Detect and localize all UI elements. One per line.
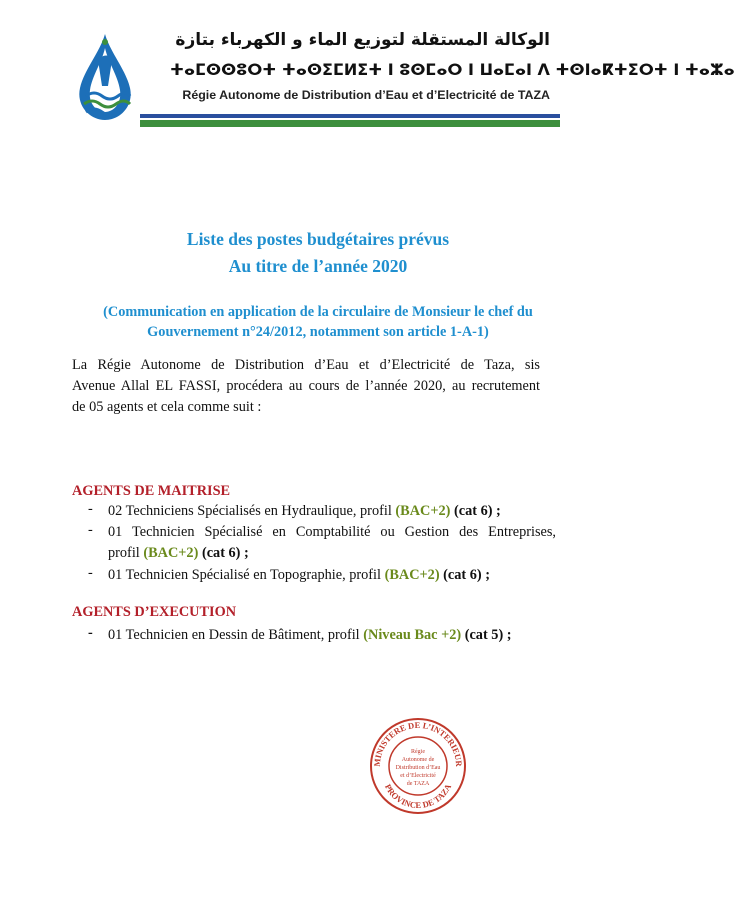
header-blue-rule xyxy=(140,114,560,118)
header-tifinagh-name: ⵜⴰⵎⵙⵙⵓⵔⵜ ⵜⴰⵙⵉⵎⵍⵉⵜ ⵏ ⵓⵙⵎⴰⵔ ⵏ ⵡⴰⵎⴰⵏ ⴷ ⵜⵙⵏⴰⴽⵜⵉⵔⵜ ⵏ ⵜⴰⵣⴰ xyxy=(170,60,735,79)
communication-line1: (Communication en application de la circulaire de Monsieur le chef du xyxy=(103,304,533,320)
stamp-inner-line4: et d’Electricité xyxy=(400,773,436,779)
list-item xyxy=(108,565,556,585)
stamp-inner-line3: Distribution d’Eau xyxy=(395,765,441,771)
section-heading-execution: AGENTS D’EXECUTION xyxy=(72,604,237,620)
list-item: 01 Technicien Spécialisé en Comptabilité ou Gestion des Entreprises, xyxy=(108,524,556,540)
header-french-name: Régie Autonome de Distribution d’Eau et d’Electricité de TAZA xyxy=(182,88,550,102)
list-bullet: - xyxy=(88,522,93,538)
profile-label: (BAC+2) xyxy=(395,503,451,519)
item-text: 01 Technicien Spécialisé en Topographie, profil xyxy=(108,567,385,583)
intro-line2: Avenue Allal EL FASSI, procédera au cours de l’année 2020, au recrutement xyxy=(72,378,540,394)
category-label: (cat 5) ; xyxy=(464,627,512,643)
section-heading-maitrise: AGENTS DE MAITRISE xyxy=(72,483,231,499)
stamp-outer-bottom: PROVINCE DE TAZA xyxy=(382,782,454,811)
list-item-continuation xyxy=(108,543,556,563)
stamp-inner-line1: Régie xyxy=(411,749,425,755)
stamp-outer-top: MINISTERE DE L’INTERIEUR xyxy=(371,719,465,767)
item-text: 01 Technicien en Dessin de Bâtiment, profil xyxy=(108,627,364,643)
water-drop-logo xyxy=(70,30,140,126)
list-bullet: - xyxy=(88,625,93,641)
stamp-inner-line2: Autonome de xyxy=(401,757,435,763)
document-title-line2: Au titre de l’année 2020 xyxy=(228,256,408,276)
communication-line2: Gouvernement n°24/2012, notamment son article 1-A-1) xyxy=(147,324,489,340)
intro-line3: de 05 agents et cela comme suit : xyxy=(72,399,262,415)
item-text: 02 Techniciens Spécialisés en Hydraulique, profil xyxy=(108,503,396,519)
category-label: (cat 6) ; xyxy=(201,545,249,561)
stamp-inner-line5: de TAZA xyxy=(406,781,430,787)
document-title-line1: Liste des postes budgétaires prévus xyxy=(186,229,450,249)
list-item xyxy=(108,501,556,521)
list-bullet: - xyxy=(88,501,93,517)
list-item xyxy=(108,625,556,645)
profile-label: (BAC+2) xyxy=(384,567,440,583)
category-label: (cat 6) ; xyxy=(443,567,491,583)
profile-label: (BAC+2) xyxy=(143,545,199,561)
list-bullet: - xyxy=(88,565,93,581)
item-text: profil xyxy=(108,545,144,561)
category-label: (cat 6) ; xyxy=(453,503,501,519)
header-arabic-name: الوكالة المستقلة لتوزيع الماء و الكهرباء بتازة xyxy=(175,30,550,50)
header-green-rule xyxy=(140,120,560,127)
intro-line1: La Régie Autonome de Distribution d’Eau et d’Electricité de Taza, sis xyxy=(72,357,540,373)
official-stamp xyxy=(368,716,468,816)
profile-label: (Niveau Bac +2) xyxy=(363,627,462,643)
